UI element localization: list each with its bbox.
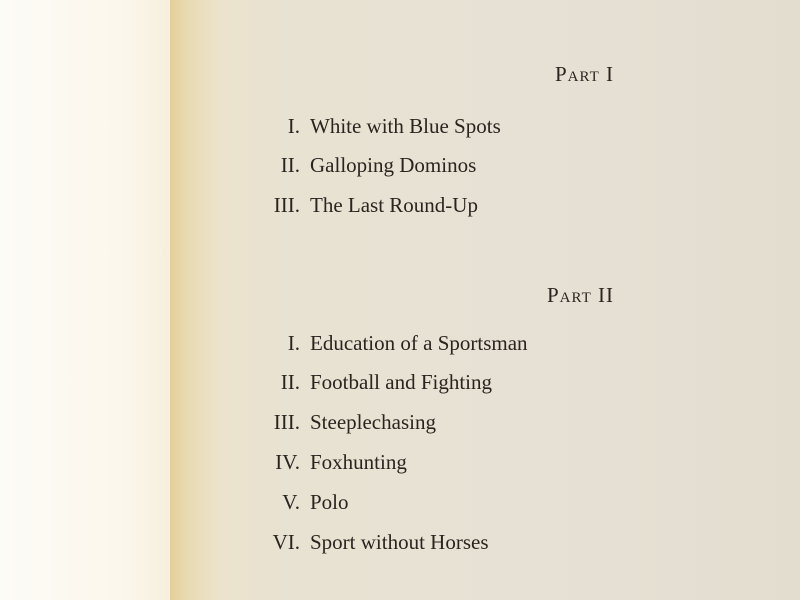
chapter-title: Education of a Sportsman [310,331,528,355]
chapter-number: III. [273,410,300,434]
chapter-title: White with Blue Spots [310,114,501,138]
chapter-number: II. [280,370,300,394]
chapter-title: The Last Round-Up [310,193,478,217]
chapter-title: Football and Fighting [310,370,493,394]
chapter-number: III. [273,193,300,217]
chapter-title: Foxhunting [310,450,407,474]
chapter-number: VI. [272,530,300,554]
chapter-number: V. [282,490,300,514]
chapter-title: Polo [310,490,349,514]
part-2-heading: Part II [546,283,614,307]
chapter-title: Sport without Horses [310,530,489,554]
part-1-heading: Part I [554,62,614,86]
chapter-number: I. [287,114,300,138]
chapter-number: IV. [275,450,300,474]
chapter-number: II. [280,153,300,177]
chapter-number: I. [287,331,300,355]
chapter-title: Steeplechasing [310,410,436,434]
chapter-title: Galloping Dominos [310,153,477,177]
